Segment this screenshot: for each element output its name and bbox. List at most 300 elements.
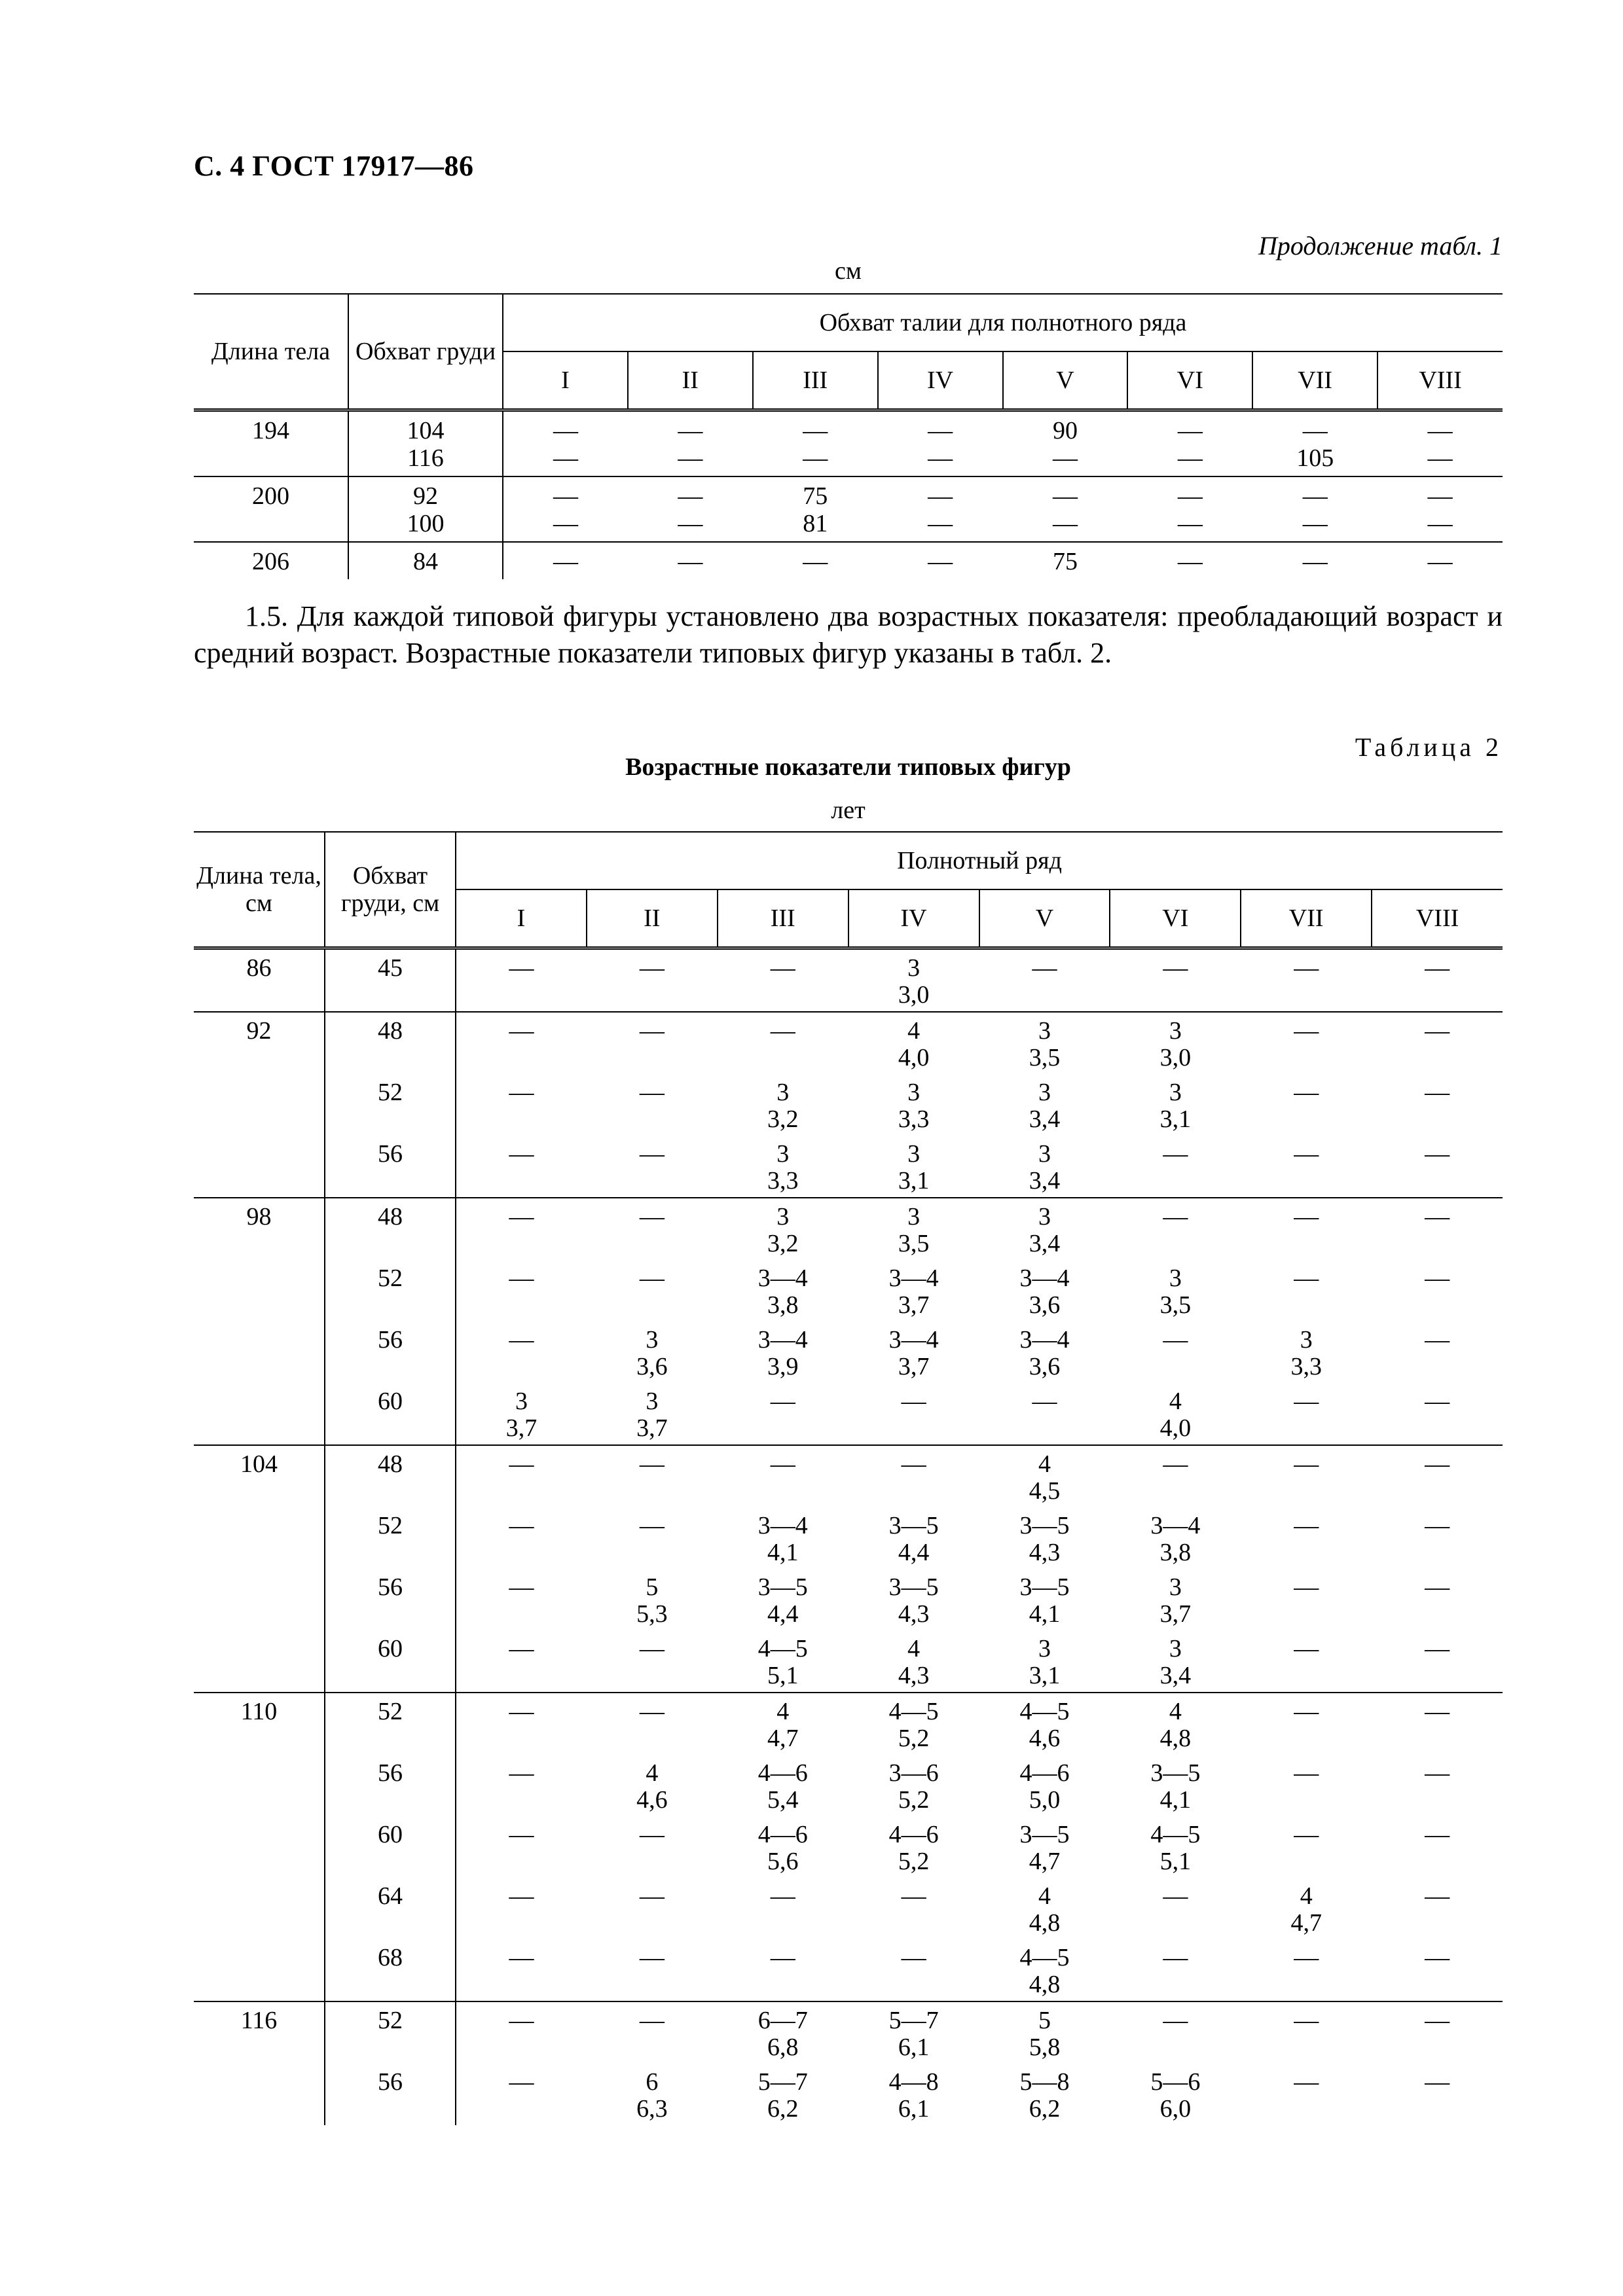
cell-value-dominant: 4 [646, 1759, 659, 1787]
table2-label: Таблица 2 [1355, 732, 1503, 762]
value-cell [718, 1012, 848, 1074]
value-cell [979, 1383, 1110, 1445]
cell-value-dominant: — [639, 1821, 665, 1848]
value-cell [718, 2001, 848, 2064]
cell-value-mean: 4,6 [1029, 1725, 1061, 1752]
cell-value-mean [456, 1787, 587, 1814]
value-cell [587, 2001, 718, 2064]
cell-value-dominant: — [639, 1079, 665, 1106]
cell-value-dominant: — [770, 1882, 795, 1910]
cell-value-mean [1241, 982, 1372, 1009]
height-cell [194, 1693, 325, 1755]
chest-cell [325, 2001, 456, 2064]
value-cell [979, 1755, 1110, 1816]
cell-value-mean [1110, 982, 1241, 1009]
value-cell [718, 1383, 848, 1445]
value-cell [1372, 1198, 1503, 1260]
table-row [194, 1569, 1503, 1630]
cell-value: 90 [1052, 417, 1078, 444]
value-cell [979, 1445, 1110, 1507]
cell-value-dominant: — [639, 1944, 665, 1971]
cell-value-dominant: 3 [1169, 1017, 1182, 1045]
value-cell [1241, 1878, 1372, 1939]
height-cell [194, 1816, 325, 1878]
cell-value-dominant: — [1425, 1759, 1450, 1787]
cell-value-dominant: — [1425, 1821, 1450, 1848]
cell-value-mean [848, 1971, 979, 1998]
cell-value-dominant: — [1163, 1203, 1188, 1230]
cell-value-mean: 5,2 [898, 1725, 930, 1752]
value-cell [753, 542, 878, 579]
cell-value-dominant: 3—4 [1150, 1512, 1201, 1539]
cell-value-mean [718, 1478, 848, 1505]
cell-value-dominant: 3—5 [1019, 1821, 1070, 1848]
cell-value: — [1177, 482, 1203, 510]
chest-cell [325, 1507, 456, 1569]
cell-value-mean: 3,5 [1029, 1044, 1061, 1071]
cell-value-dominant: 3—4 [888, 1326, 939, 1354]
cell-value-dominant: — [1425, 1882, 1450, 1910]
cell-value-mean [456, 2096, 587, 2123]
cell-value-dominant: — [1425, 1017, 1450, 1045]
value-cell [1372, 1383, 1503, 1445]
value-cell [587, 1136, 718, 1198]
cell-value-mean [456, 1292, 587, 1319]
cell-value-mean [587, 1230, 718, 1257]
cell-value-dominant: — [639, 1450, 665, 1478]
cell-value-mean: 4,8 [1159, 1725, 1192, 1752]
chest-cell [325, 1012, 456, 1074]
value-cell [718, 1136, 848, 1198]
height-cell [194, 1755, 325, 1816]
value-cell [718, 1445, 848, 1507]
value-cell [718, 2064, 848, 2125]
chest-value: 52 [378, 1512, 403, 1539]
cell-value-mean: 3,4 [1029, 1167, 1061, 1194]
chest-value: 56 [378, 2068, 403, 2096]
height-value: 92 [246, 1017, 272, 1045]
value-cell [1241, 1012, 1372, 1074]
value-cell [1372, 948, 1503, 1013]
cell-value-dominant: — [1425, 1635, 1450, 1662]
value-cell [1241, 1630, 1372, 1693]
value-cell [718, 1755, 848, 1816]
value-cell [718, 1507, 848, 1569]
value-cell [456, 948, 587, 1013]
value-cell [979, 1260, 1110, 1321]
cell-value-dominant: — [509, 1326, 534, 1354]
height-value: 86 [246, 954, 272, 982]
cell-value-mean [1110, 1910, 1241, 1937]
cell-value-dominant: — [1294, 1450, 1319, 1478]
cell-value-dominant: 3—4 [1019, 1265, 1070, 1292]
cell-value-dominant: 3 [1300, 1326, 1313, 1354]
cell-value-dominant: — [1163, 1944, 1188, 1971]
cell-value-dominant: 4—8 [888, 2068, 939, 2096]
height-cell [194, 1198, 325, 1260]
cell-value-dominant: — [1294, 1079, 1319, 1106]
cell-value-dominant: — [1163, 2007, 1188, 2034]
height-cell [194, 948, 325, 1013]
value-cell [1372, 1569, 1503, 1630]
cell-value: — [1177, 444, 1203, 472]
cell-value-mean: 3,0 [1159, 1044, 1192, 1071]
cell-value-mean: 5,0 [1029, 1786, 1061, 1814]
cell-value-dominant: — [639, 1203, 665, 1230]
cell-value-dominant: — [1425, 1573, 1450, 1601]
table2-header-roman: VIII [1372, 889, 1503, 948]
cell-value: — [1177, 510, 1203, 537]
height-value: 98 [246, 1203, 272, 1230]
value-cell [456, 1136, 587, 1198]
chest-cell [348, 410, 503, 477]
cell-value-mean [456, 1354, 587, 1380]
cell-value-mean [456, 1230, 587, 1257]
cell-value-dominant: — [1294, 1203, 1319, 1230]
cell-value-dominant: — [639, 1512, 665, 1539]
height-cell [194, 1260, 325, 1321]
table1-header-height: Длина тела [194, 294, 348, 410]
cell-value-mean [1241, 2096, 1372, 2123]
cell-value: — [928, 417, 953, 444]
cell-value: — [553, 510, 578, 537]
cell-value-mean [979, 1415, 1110, 1442]
chest-value: 116 [407, 444, 444, 472]
table2-title: Возрастные показатели типовых фигур [625, 753, 1071, 781]
table-row [194, 2064, 1503, 2125]
cell-value-mean [456, 1725, 587, 1752]
cell-value-dominant: 3 [646, 1388, 659, 1415]
cell-value-mean [587, 1168, 718, 1194]
cell-value: — [928, 548, 953, 575]
cell-value-mean: 4,5 [1029, 1477, 1061, 1505]
cell-value-dominant: 3—5 [888, 1573, 939, 1601]
cell-value-mean [456, 1971, 587, 1998]
height-value: 110 [240, 1698, 278, 1725]
cell-value-dominant: — [770, 1944, 795, 1971]
cell-value-mean: 3,7 [505, 1414, 538, 1442]
cell-value-mean: 6,3 [636, 2095, 668, 2123]
cell-value-dominant: 3 [907, 1203, 921, 1230]
value-cell [979, 1321, 1110, 1383]
cell-value-mean [1110, 1168, 1241, 1194]
cell-value-mean: 6,0 [1159, 2095, 1192, 2123]
cell-value-dominant: — [509, 2068, 534, 2096]
height-cell [194, 1074, 325, 1136]
chest-cell [325, 1321, 456, 1383]
cell-value: — [1427, 417, 1453, 444]
cell-value-mean [979, 982, 1110, 1009]
cell-value-mean [1372, 1848, 1503, 1875]
value-cell [1241, 1198, 1372, 1260]
cell-value-dominant: — [1294, 1512, 1319, 1539]
table-row [194, 1630, 1503, 1693]
cell-value-mean: 4,0 [1159, 1414, 1192, 1442]
cell-value-mean: 3,6 [1029, 1353, 1061, 1380]
cell-value-dominant: — [1425, 1388, 1450, 1415]
value-cell [848, 1755, 979, 1816]
cell-value-dominant: 5 [646, 1573, 659, 1601]
cell-value-dominant: 3—6 [888, 1759, 939, 1787]
value-cell [1252, 410, 1377, 477]
cell-value-mean: 5,4 [767, 1786, 799, 1814]
cell-value-mean [1372, 1910, 1503, 1937]
table-row [194, 1198, 1503, 1260]
cell-value: — [1052, 444, 1078, 472]
cell-value-dominant: 3 [1038, 1079, 1051, 1106]
cell-value-dominant: 4—5 [888, 1698, 939, 1725]
table1-header-roman: I [503, 351, 628, 410]
value-cell [848, 1012, 979, 1074]
cell-value-mean: 3,9 [767, 1353, 799, 1380]
cell-value-mean: 6,2 [1029, 2095, 1061, 2123]
cell-value-dominant: — [1425, 1450, 1450, 1478]
cell-value-dominant: — [901, 1388, 926, 1415]
cell-value-dominant: 4 [776, 1698, 790, 1725]
value-cell [1241, 2001, 1372, 2064]
chest-cell [325, 1198, 456, 1260]
cell-value-dominant: — [639, 1140, 665, 1168]
value-cell [456, 1198, 587, 1260]
cell-value-mean: 3,5 [1159, 1291, 1192, 1319]
value-cell [848, 1136, 979, 1198]
value-cell [456, 1507, 587, 1569]
cell-value-dominant: 3—4 [757, 1512, 808, 1539]
chest-value: 52 [378, 1265, 403, 1292]
cell-value-mean [718, 1045, 848, 1071]
cell-value-mean: 4,3 [1029, 1539, 1061, 1566]
cell-value-dominant: 3 [646, 1326, 659, 1354]
table1-header-roman: VIII [1377, 351, 1503, 410]
cell-value-mean: 6,1 [898, 2034, 930, 2061]
cell-value-mean: 3,7 [1159, 1600, 1192, 1628]
cell-value-dominant: — [1163, 1882, 1188, 1910]
cell-value-dominant: — [639, 1635, 665, 1662]
cell-value-mean [1372, 1045, 1503, 1071]
value-cell [456, 1878, 587, 1939]
cell-value-mean [1372, 1787, 1503, 1814]
chest-cell [348, 476, 503, 542]
cell-value-mean [1372, 1230, 1503, 1257]
value-cell [503, 410, 628, 477]
table-row [194, 1074, 1503, 1136]
cell-value-dominant: 4 [907, 1017, 921, 1045]
cell-value-dominant: 3—4 [888, 1265, 939, 1292]
table-row [194, 1445, 1503, 1507]
cell-value-mean [1110, 2034, 1241, 2061]
value-cell [718, 1321, 848, 1383]
cell-value: — [553, 548, 578, 575]
value-cell [1372, 1816, 1503, 1878]
cell-value-mean [587, 1478, 718, 1505]
cell-value-dominant: — [1294, 1140, 1319, 1168]
value-cell [979, 1569, 1110, 1630]
value-cell [1372, 1878, 1503, 1939]
cell-value-dominant: — [1425, 1326, 1450, 1354]
cell-value-mean [1372, 1539, 1503, 1566]
cell-value-dominant: 3—4 [757, 1265, 808, 1292]
cell-value: — [803, 417, 828, 444]
cell-value-mean: 4,7 [1290, 1909, 1322, 1937]
value-cell [979, 1136, 1110, 1198]
cell-value-dominant: 3 [776, 1140, 790, 1168]
value-cell [1372, 1321, 1503, 1383]
chest-cell [325, 1260, 456, 1321]
value-cell [848, 1260, 979, 1321]
cell-value-mean [1372, 1292, 1503, 1319]
cell-value-mean [587, 1910, 718, 1937]
cell-value-mean: 5,1 [767, 1662, 799, 1689]
cell-value-mean: 3,6 [636, 1353, 668, 1380]
chest-cell [325, 948, 456, 1013]
cell-value-mean: 4,8 [1029, 1971, 1061, 1998]
cell-value: — [1302, 417, 1328, 444]
value-cell [1110, 2001, 1241, 2064]
cell-value-mean: 4,4 [767, 1600, 799, 1628]
value-cell [848, 1569, 979, 1630]
cell-value-dominant: 3—5 [1150, 1759, 1201, 1787]
height-cell [194, 1569, 325, 1630]
cell-value-dominant: 3—5 [757, 1573, 808, 1601]
value-cell [1110, 1755, 1241, 1816]
cell-value-mean [587, 982, 718, 1009]
value-cell [753, 476, 878, 542]
cell-value: — [1052, 510, 1078, 537]
chest-cell [325, 2064, 456, 2125]
chest-cell [325, 1445, 456, 1507]
value-cell [848, 1445, 979, 1507]
cell-value-mean: 4,8 [1029, 1909, 1061, 1937]
value-cell [718, 948, 848, 1013]
value-cell [1372, 2001, 1503, 2064]
height-cell [194, 476, 348, 542]
value-cell [587, 1012, 718, 1074]
value-cell [1110, 1198, 1241, 1260]
cell-value: 75 [1052, 548, 1078, 575]
table1-header-roman: III [753, 351, 878, 410]
value-cell [1372, 1445, 1503, 1507]
cell-value-dominant: — [639, 1265, 665, 1292]
cell-value-dominant: 4 [907, 1635, 921, 1662]
cell-value-mean [587, 1662, 718, 1689]
chest-cell [325, 1383, 456, 1445]
cell-value-dominant: — [770, 1017, 795, 1045]
cell-value-dominant: — [509, 1573, 534, 1601]
table-row [194, 542, 1503, 579]
value-cell [1110, 1260, 1241, 1321]
cell-value-dominant: 4 [1038, 1882, 1051, 1910]
cell-value-mean [587, 1539, 718, 1566]
table2-header-height: Длина тела, см [194, 832, 325, 948]
value-cell [1241, 2064, 1372, 2125]
value-cell [456, 1755, 587, 1816]
value-cell [848, 1383, 979, 1445]
chest-cell [348, 542, 503, 579]
cell-value-mean [848, 1910, 979, 1937]
cell-value-dominant: — [509, 1698, 534, 1725]
height-cell [194, 2001, 325, 2064]
table-row [194, 1755, 1503, 1816]
cell-value-mean [1110, 1230, 1241, 1257]
cell-value-mean [456, 1662, 587, 1689]
value-cell [979, 1878, 1110, 1939]
value-cell [1241, 1816, 1372, 1878]
height-cell [194, 1939, 325, 2001]
value-cell [1241, 1321, 1372, 1383]
cell-value-mean: 3,3 [767, 1167, 799, 1194]
value-cell [848, 1878, 979, 1939]
chest-cell [325, 1939, 456, 2001]
chest-value: 64 [378, 1882, 403, 1910]
cell-value-dominant: — [1032, 1388, 1057, 1415]
chest-cell [325, 1755, 456, 1816]
cell-value-dominant: 3 [1169, 1265, 1182, 1292]
table2-unit: лет [831, 797, 866, 824]
chest-cell [325, 1630, 456, 1693]
table-row [194, 2001, 1503, 2064]
cell-value-mean: 4,1 [1029, 1600, 1061, 1628]
cell-value-mean [718, 1910, 848, 1937]
cell-value-mean: 4,1 [1159, 1786, 1192, 1814]
cell-value: 81 [803, 510, 828, 537]
cell-value-mean [456, 1168, 587, 1194]
value-cell [1110, 1569, 1241, 1630]
cell-value: 105 [1296, 444, 1334, 472]
cell-value-dominant: — [509, 1944, 534, 1971]
value-cell [848, 1939, 979, 2001]
value-cell [848, 1816, 979, 1878]
height-cell [194, 542, 348, 579]
value-cell [979, 1816, 1110, 1878]
cell-value-mean: 3,4 [1029, 1230, 1061, 1257]
value-cell [587, 1383, 718, 1445]
cell-value-dominant: — [770, 954, 795, 982]
height-cell [194, 410, 348, 477]
cell-value-mean: 3,8 [1159, 1539, 1192, 1566]
cell-value-dominant: — [1425, 1079, 1450, 1106]
value-cell [979, 2001, 1110, 2064]
table1-header-roman: VI [1127, 351, 1252, 410]
chest-value: 60 [378, 1821, 403, 1848]
value-cell [456, 2001, 587, 2064]
value-cell [878, 410, 1003, 477]
cell-value-dominant: 3 [776, 1203, 790, 1230]
chest-value: 60 [378, 1635, 403, 1662]
value-cell [979, 1012, 1110, 1074]
value-cell [456, 1939, 587, 2001]
cell-value-dominant: — [770, 1388, 795, 1415]
cell-value-mean: 3,2 [767, 1230, 799, 1257]
cell-value-mean [718, 1971, 848, 1998]
cell-value-dominant: 4 [1169, 1698, 1182, 1725]
height-cell [194, 1507, 325, 1569]
value-cell [587, 2064, 718, 2125]
value-cell [456, 1012, 587, 1074]
chest-value: 56 [378, 1140, 403, 1168]
cell-value: 75 [803, 482, 828, 510]
cell-value-mean [1241, 1230, 1372, 1257]
value-cell [456, 1383, 587, 1445]
cell-value-dominant: — [509, 1203, 534, 1230]
cell-value-dominant: 6—7 [757, 2007, 808, 2034]
cell-value-mean [587, 1848, 718, 1875]
value-cell [1377, 542, 1503, 579]
value-cell [718, 1260, 848, 1321]
cell-value-mean [1241, 1478, 1372, 1505]
chest-cell [325, 1816, 456, 1878]
value-cell [1127, 542, 1252, 579]
value-cell [718, 1878, 848, 1939]
